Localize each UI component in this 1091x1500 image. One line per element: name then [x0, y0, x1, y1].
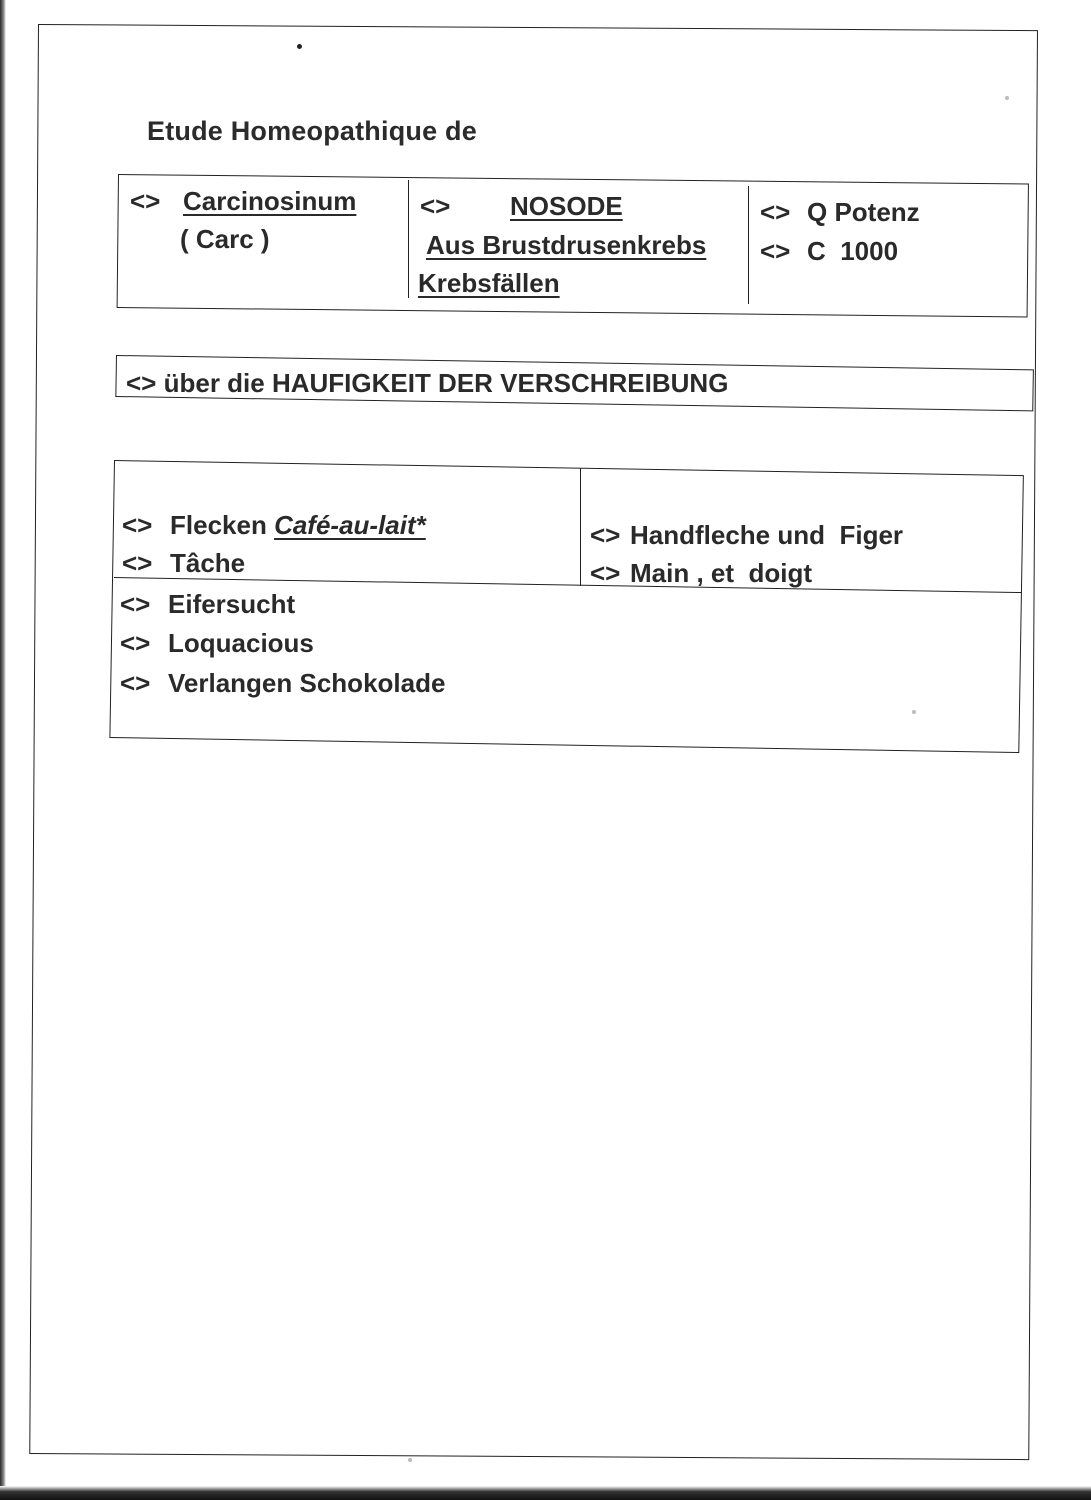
bullet-marker: <> — [420, 191, 451, 221]
remedy-abbrev: ( Carc ) — [180, 224, 270, 254]
remedy-source-line1: Aus Brustdrusenkrebs — [426, 230, 707, 260]
document-title: Etude Homeopathique de — [147, 116, 477, 146]
potency-q: Q Potenz — [807, 197, 920, 227]
dot-mark — [297, 44, 302, 49]
frequency-heading: <> über die HAUFIGKEIT DER VERSCHREIBUNG — [126, 368, 729, 398]
symptom-cafe-au-lait: Café-au-lait* — [274, 510, 426, 540]
remedy-type: NOSODE — [510, 191, 623, 221]
bullet-marker: <> — [760, 236, 791, 266]
symptom-tache: Tâche — [170, 548, 246, 578]
bullet-marker: <> — [120, 589, 151, 619]
symptom-flecken: Flecken — [170, 510, 275, 540]
remedy-source-line2: Krebsfällen — [418, 268, 560, 298]
symptom-handfleche: Handfleche und Figer — [630, 520, 904, 550]
scan-speck — [1005, 96, 1009, 100]
scan-speck — [408, 1458, 412, 1462]
symptom-main-doigt: Main , et doigt — [630, 558, 812, 588]
bullet-marker: <> — [760, 197, 791, 227]
scan-edge-bottom — [0, 1486, 1091, 1500]
bullet-marker: <> — [590, 520, 621, 550]
bullet-marker: <> — [130, 186, 161, 216]
bullet-marker: <> — [122, 510, 153, 540]
symptoms-table-divider-vertical — [580, 468, 581, 586]
remedy-table-divider-2 — [748, 186, 749, 304]
remedy-name: Carcinosinum — [183, 186, 357, 216]
scan-speck — [912, 710, 916, 714]
bullet-marker: <> — [120, 668, 151, 698]
symptom-eifersucht: Eifersucht — [168, 589, 296, 619]
bullet-marker: <> — [122, 548, 153, 578]
bullet-marker: <> — [590, 558, 621, 588]
symptom-loquacious: Loquacious — [168, 628, 314, 658]
remedy-table-divider-1 — [408, 180, 409, 298]
bullet-marker: <> — [120, 628, 151, 658]
potency-c: C 1000 — [807, 236, 899, 266]
symptom-verlangen-schokolade: Verlangen Schokolade — [168, 668, 446, 698]
scan-edge-left — [0, 0, 6, 1500]
